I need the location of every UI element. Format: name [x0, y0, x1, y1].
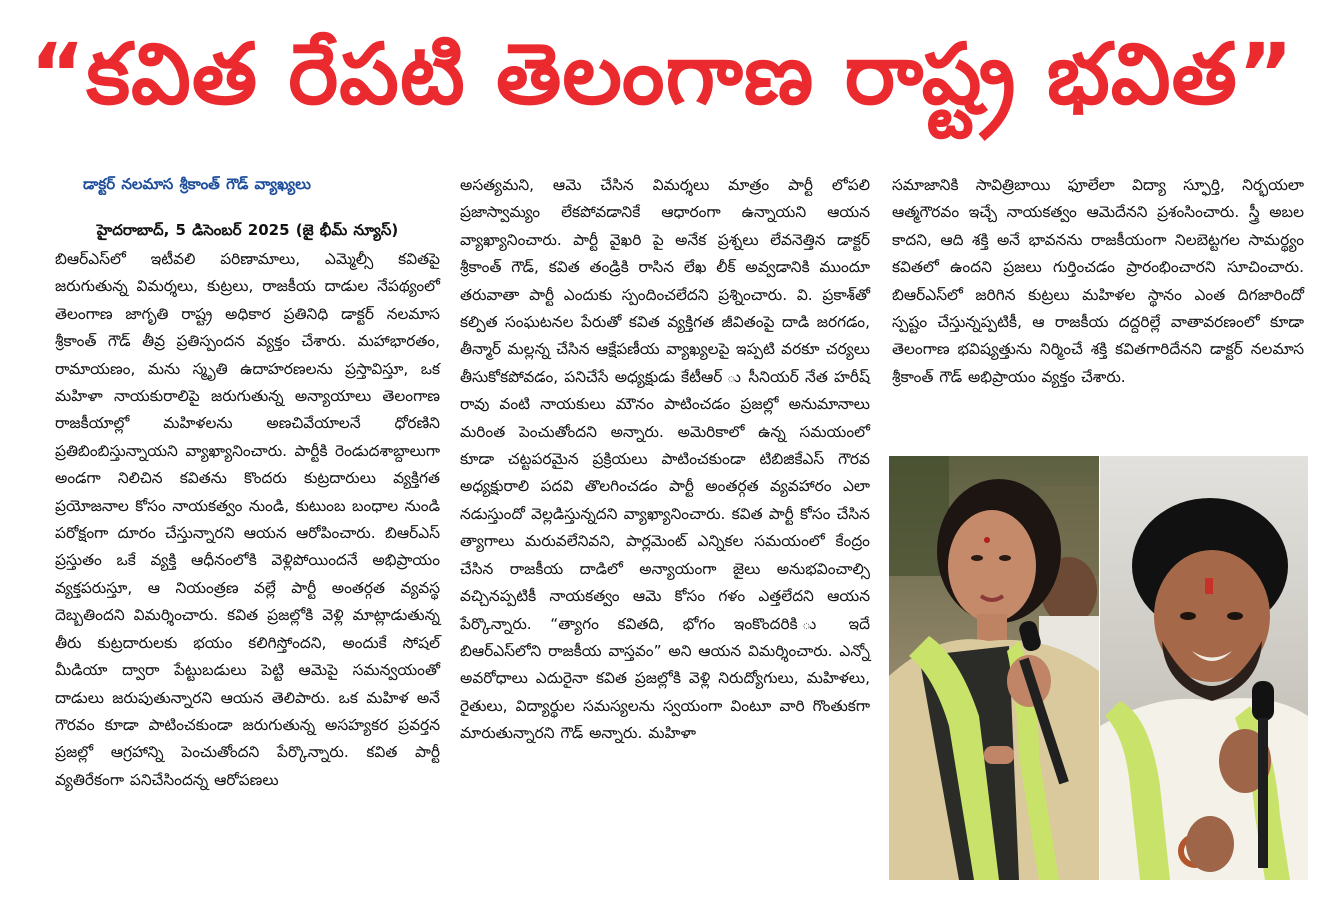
- article-column-2: [460, 172, 870, 748]
- column-2-text: అసత్యమని, ఆమె చేసిన విమర్శలు మాత్రం పార్టీ లోపలి ప్రజాస్వామ్యం లేకపోవడానికే ఆధారంగా ఉన్నాయని ఆయన వ్యాఖ్యానించారు. పార్టీ వైఖరి పై అనేక ప్రశ్నలు లేవనెత్తిన డాక్టర్ శ్రీకాంత్ గౌడ్, కవిత తండ్రికి రాసిన లేఖ లీక్ అవ్వడానికి ముందూ తరువాతా పార్టీ ఎందుకు స్పందించలేదని ప్రశ్నించారు. వి. ప్రకాశ్‌తో కల్పిత సంఘటనల పేరుతో కవిత వ్యక్తిగత జీవితంపై దాడి జరగడం, తీన్మార్ మల్లన్న చేసిన ఆక్షేపణీయ వ్యాఖ్యలపై ఇప్పటి వరకూ చర్యలు తీసుకోకపోవడం, పనిచేసే అధ్యక్షుడు కేటీఆర్ ు సీనియర్ నేత హరీష్ రావు వంటి నాయకులు మౌనం పాటించడం ప్రజల్లో అనుమానాలు మరింత పెంచుతోందని అన్నారు. అమెరికాలో ఉన్న సమయంలో కూడా చట్టపరమైన ప్రక్రియలు పాటించకుండా టిబిజికేఎస్ గౌరవ అధ్యక్షురాలి పదవి తొలగించడం పార్టీ అంతర్గత వ్యవహారం ఎలా నడుస్తుందో వెల్లడిస్తున్నదని వ్యాఖ్యానించారు. కవిత పార్టీ కోసం చేసిన త్యాగాలు మరువలేనివని, పార్లమెంట్ ఎన్నికల సమయంలో కేంద్రం చేసిన రాజకీయ దాడిలో అన్యాయంగా జైలు అనుభవించాల్సి వచ్చినప్పటికీ నాయకత్వం ఆమె కోసం గళం ఎత్తలేదని ఆయన పేర్కొన్నారు. “త్యాగం కవితది, భోగం ఇంకొందరికి ు ఇదే బిఆర్ఎస్‌లోని రాజకీయ వాస్తవం” అని ఆయన విమర్శించారు. ఎన్నో అవరోధాలు ఎదురైనా కవిత ప్రజల్లోకి వెళ్లి నిరుద్యోగులు, మహిళలు, రైతులు, విద్యార్థుల సమస్యలను స్వయంగా వింటూ వారి గొంతుకగా మారుతున్నారని గౌడ్ అన్నారు. మహిళా: [460, 176, 870, 743]
- photo-woman-speaking: [889, 456, 1099, 880]
- article-column-1: [55, 172, 440, 794]
- column-3-text: సమాజానికి సావిత్రిబాయి ఫూలేలా విద్యా స్ఫూర్తి, నిర్భయలా ఆత్మగౌరవం ఇచ్చే నాయకత్వం ఆమెదేనని ప్రశంసించారు. స్త్రీ అబల కాదని, ఆది శక్తి అనే భావనను రాజకీయంగా నిలబెట్టగల సామర్థ్యం కవితలో ఉందని ప్రజలు గుర్తించడం ప్రారంభించారని సూచించారు. బిఆర్ఎస్‌లో జరిగిన కుట్రలు మహిళల స్థానం ఎంత దిగజారిందో స్పష్టం చేస్తున్నప్పటికీ, ఆ రాజకీయ దద్దరిల్లే వాతావరణంలో కూడా తెలంగాణ భవిష్యత్తును నిర్మించే శక్తి కవితగారిదేనని డాక్టర్ నలమాస శ్రీకాంత్ గౌడ్ అభిప్రాయం వ్యక్తం చేశారు.: [892, 176, 1304, 386]
- column-1-text: బిఆర్ఎస్‌లో ఇటీవలి పరిణామాలు, ఎమ్మెల్సీ కవితపై జరుగుతున్న విమర్శలు, కుట్రలు, రాజకీయ దాడుల నేపథ్యంలో తెలంగాణ జాగృతి రాష్ట్ర అధికార ప్రతినిధి డాక్టర్ నలమాస శ్రీకాంత్ గౌడ్ తీవ్ర ప్రతిస్పందన వ్యక్తం చేశారు. మహాభారతం, రామాయణం, మను స్మృతి ఉదాహరణలను ప్రస్తావిస్తూ, ఒక మహిళా నాయకురాలిపై జరుగుతున్న అన్యాయాలు తెలంగాణ రాజకీయాల్లో మహిళలను అణచివేయాలనే ధోరణిని ప్రతిబింబిస్తున్నాయని వ్యాఖ్యానించారు. పార్టీకి రెండుదశాబ్దాలుగా అండగా నిలిచిన కవితను కొందరు కుట్రదారులు వ్యక్తిగత ప్రయోజనాల కోసం నాయకత్వం నుండి, కుటుంబ బంధాల నుండి పరోక్షంగా దూరం చేస్తున్నారని ఆయన ఆరోపించారు. బిఆర్ఎస్ ప్రస్తుతం ఒకే వ్యక్తి ఆధీనంలోకి వెళ్లిపోయిందనే అభిప్రాయం వ్యక్తపరుస్తూ, ఆ నియంత్రణ వల్లే పార్టీ అంతర్గత వ్యవస్థ దెబ్బతిందని విమర్శించారు. కవిత ప్రజల్లోకి వెళ్లి మాట్లాడుతున్న తీరు కుట్రదారులకు భయం కలిగిస్తోందని, అందుకే సోషల్ మీడియా ద్వారా పేట్టుబడులు పెట్టి ఆమెపై సమన్వయంతో దాడులు జరుపుతున్నారని ఆయన తెలిపారు. ఒక మహిళ అనే గౌరవం కూడా పాటించకుండా జరుగుతున్న అసహ్యకర ప్రవర్తన ప్రజల్లో ఆగ్రహాన్ని పెంచుతోందని పేర్కొన్నారు. కవిత పార్టీ వ్యతిరేకంగా పనిచేసిందన్న ఆరోపణలు: [55, 250, 440, 789]
- photo-man-speaking: [1100, 456, 1308, 880]
- article-column-3: [892, 172, 1304, 391]
- article-headline: “కవిత రేపటి తెలంగాణ రాష్ట్ర భవిత”: [30, 25, 1295, 123]
- byline: డాక్టర్ నలమాస శ్రీకాంత్ గౌడ్ వ్యాఖ్యలు: [83, 175, 311, 193]
- woman-speaking-illustration: [889, 456, 1099, 880]
- man-speaking-illustration: [1100, 456, 1308, 880]
- dateline: హైదరాబాద్, 5 డిసెంబర్ 2025 (జై భీమ్ న్యూస్): [96, 221, 399, 239]
